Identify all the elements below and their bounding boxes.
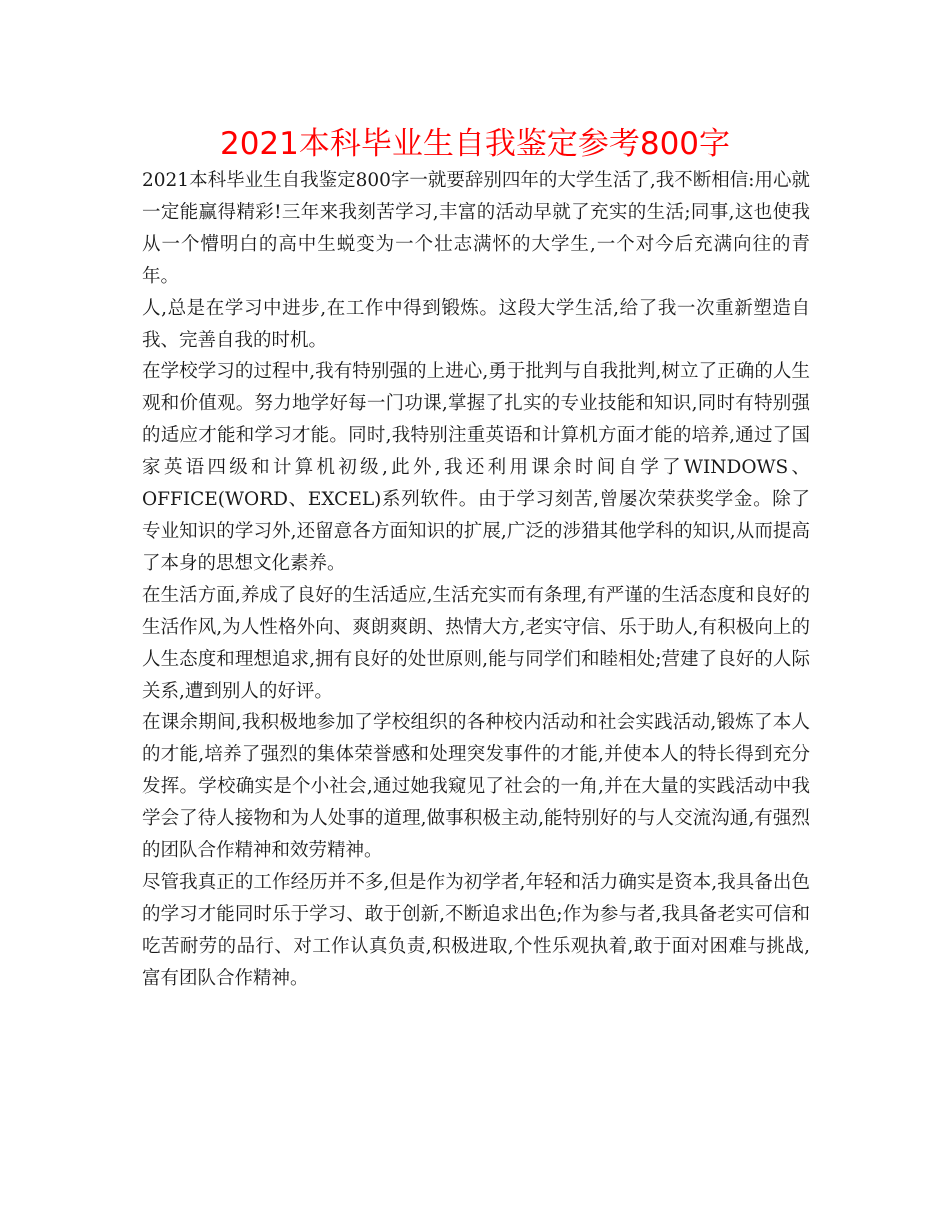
document-body (142, 165, 810, 995)
paragraph-life: 在生活方面,养成了良好的生活适应,生活充实而有条理,有严谨的生活态度和良好的生活作风,为人性格外向、爽朗爽朗、热情大方,老实守信、乐于助人,有积极向上的人生态度和理想追求,拥有良好的处世原则,能与同学们和睦相处;营建了良好的人际关系,遭到别人的好评。 (142, 584, 810, 702)
paragraph-progress: 人,总是在学习中进步,在工作中得到锻炼。这段大学生活,给了我一次重新塑造自我、完善自我的时机。 (142, 297, 810, 351)
paragraph-intro: 2021本科毕业生自我鉴定800字一就要辞别四年的大学生活了,我不断相信:用心就一定能赢得精彩!三年来我刻苦学习,丰富的活动早就了充实的生活;同事,这也使我从一个懵明白的高中生蜕变为一个壮志满怀的大学生,一个对今后充满向往的青年。 (142, 170, 811, 287)
paragraph-study: 在学校学习的过程中,我有特别强的上进心,勇于批判与自我批判,树立了正确的人生观和价值观。努力地学好每一门功课,掌握了扎实的专业技能和知识,同时有特别强的适应才能和学习才能。同时,我特别注重英语和计算机方面才能的培养,通过了国家英语四级和计算机初级,此外,我还利用课余时间自学了WINDOWS、OFFICE(WORD、EXCEL)系列软件。由于学习刻苦,曾屡次荣获奖学金。除了专业知识的学习外,还留意各方面知识的扩展,广泛的涉猎其他学科的知识,从而提高了本身的思想文化素养。 (142, 361, 810, 574)
document-title: 2021本科毕业生自我鉴定参考800字 (219, 126, 731, 162)
paragraph-activities: 在课余期间,我积极地参加了学校组织的各种校内活动和社会实践活动,锻炼了本人的才能,培养了强烈的集体荣誉感和处理突发事件的才能,并使本人的特长得到充分发挥。学校确实是个小社会,通过她我窥见了社会的一角,并在大量的实践活动中我学会了待人接物和为人处事的道理,做事积极主动,能特别好的与人交流沟通,有强烈的团队合作精神和效劳精神。 (142, 712, 810, 862)
paragraph-conclusion: 尽管我真正的工作经历并不多,但是作为初学者,年轻和活力确实是资本,我具备出色的学习才能同时乐于学习、敢于创新,不断追求出色;作为参与者,我具备老实可信和吃苦耐劳的品行、对工作认真负责,积极进取,个性乐观执着,敢于面对困难与挑战,富有团队合作精神。 (142, 871, 810, 989)
